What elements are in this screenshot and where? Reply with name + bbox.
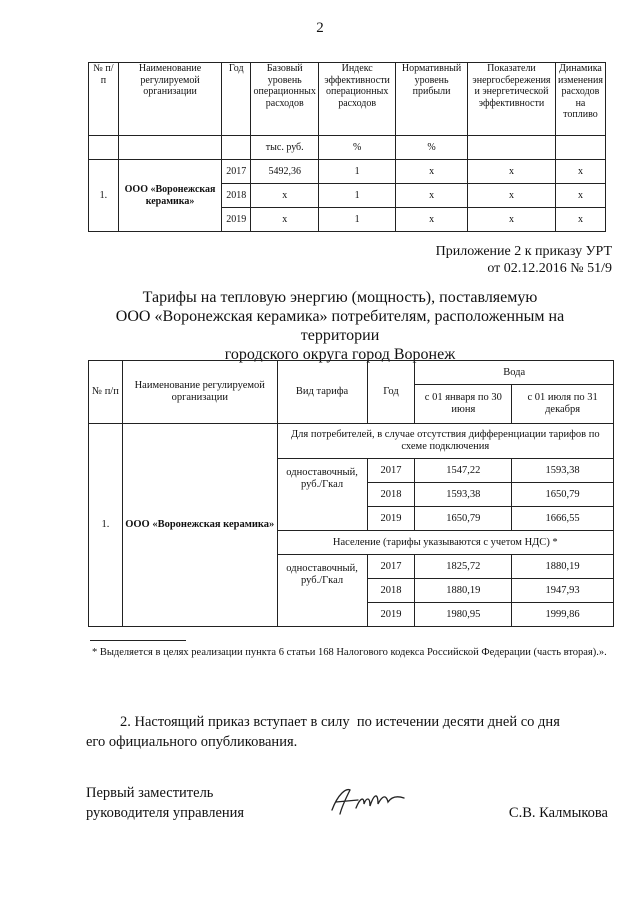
t2-header-org: Наименование регулируемой организации xyxy=(122,361,277,424)
table-cell: 2018 xyxy=(367,483,415,507)
t2-header-tariff-type: Вид тарифа xyxy=(277,361,367,424)
t2-header-period-1: с 01 января по 30 июня xyxy=(415,385,512,424)
effective-date-paragraph xyxy=(86,712,616,752)
signatory-name: С.В. Калмыкова xyxy=(508,805,608,821)
t2-group2-label: Население (тарифы указываются с учетом НДС) * xyxy=(277,531,613,555)
table-cell: х xyxy=(396,184,468,208)
position-line-2: руководителя управления xyxy=(86,805,245,821)
t2-group2-tariff: одноставочный, руб./Гкал xyxy=(277,555,367,627)
paragraph-line-2: его официального опубликования. xyxy=(86,734,298,750)
table-cell: 1980,95 xyxy=(415,603,512,627)
t1-header-org: Наименование регулируемой организации xyxy=(118,63,222,136)
t1-header-year: Год xyxy=(222,63,251,136)
footnote: * Выделяется в целях реализации пункта 6 статьи 168 Налогового кодекса Российской Федерации (часть вторая).». xyxy=(92,647,607,658)
t2-org-name: ООО «Воронежская керамика» xyxy=(122,424,277,627)
table-cell: 2017 xyxy=(367,555,415,579)
document-title xyxy=(80,288,600,364)
table-cell: 2019 xyxy=(222,208,251,232)
table-cell: х xyxy=(251,208,319,232)
t1-header-energy: Показатели энергосбережения и энергетической эффективности xyxy=(468,63,556,136)
title-line-3: городского округа город Воронеж xyxy=(224,346,456,363)
t1-header-fuel: Динамика изменения расходов на топливо xyxy=(555,63,605,136)
t1-org-name: ООО «Воронежская керамика» xyxy=(118,160,222,232)
appendix-line-1: Приложение 2 к приказу УРТ xyxy=(435,244,612,259)
page-number: 2 xyxy=(316,20,324,36)
table-cell: х xyxy=(555,184,605,208)
table-cell: 2019 xyxy=(367,603,415,627)
t1-header-profit: Нормативный уровень прибыли xyxy=(396,63,468,136)
table-cell: 1999,86 xyxy=(512,603,614,627)
title-line-2: ООО «Воронежская керамика» потребителям, расположенным на территории xyxy=(115,308,565,344)
position-line-1: Первый заместитель xyxy=(86,785,214,801)
table-cell: 1880,19 xyxy=(415,579,512,603)
table-cell: 1880,19 xyxy=(512,555,614,579)
table-cell: 1593,38 xyxy=(512,459,614,483)
table-cell: х xyxy=(396,208,468,232)
t1-header-index: Индекс эффективности операционных расходов xyxy=(319,63,396,136)
table-cell: 1825,72 xyxy=(415,555,512,579)
handwritten-signature xyxy=(328,784,408,818)
table-cell: 2018 xyxy=(222,184,251,208)
paragraph-line-1: 2. Настоящий приказ вступает в силу по истечении десяти дней со дня xyxy=(120,714,560,730)
t1-header-num: № п/п xyxy=(89,63,119,136)
table-cell: х xyxy=(468,184,556,208)
table-cell: 1947,93 xyxy=(512,579,614,603)
table-cell: х xyxy=(468,208,556,232)
table-cell: 5492,36 xyxy=(251,160,319,184)
table-cell: 1 xyxy=(319,160,396,184)
t2-header-period-2: с 01 июля по 31 декабря xyxy=(512,385,614,424)
table-cell: х xyxy=(468,160,556,184)
t2-header-year: Год xyxy=(367,361,415,424)
table-cell: х xyxy=(555,208,605,232)
table-cell: х xyxy=(555,160,605,184)
t2-header-num: № п/п xyxy=(89,361,123,424)
tariff-table xyxy=(88,360,614,627)
t1-unit-base: тыс. руб. xyxy=(251,136,319,160)
table-cell: 1547,22 xyxy=(415,459,512,483)
t1-row-num: 1. xyxy=(89,160,119,232)
appendix-line-2: от 02.12.2016 № 51/9 xyxy=(487,261,612,276)
t2-row-num: 1. xyxy=(89,424,123,627)
table-cell: 1650,79 xyxy=(415,507,512,531)
table-cell: 1593,38 xyxy=(415,483,512,507)
appendix-reference xyxy=(436,243,612,277)
table-cell: х xyxy=(251,184,319,208)
table-cell: 2018 xyxy=(367,579,415,603)
table-cell: 1 xyxy=(319,208,396,232)
title-line-1: Тарифы на тепловую энергию (мощность), поставляемую xyxy=(142,289,538,306)
table-cell: 2017 xyxy=(222,160,251,184)
footnote-divider xyxy=(90,640,186,641)
table-cell: 1666,55 xyxy=(512,507,614,531)
table-cell: х xyxy=(396,160,468,184)
table-cell: 2017 xyxy=(367,459,415,483)
t1-unit-index: % xyxy=(319,136,396,160)
t2-group1-tariff: одноставочный, руб./Гкал xyxy=(277,459,367,531)
efficiency-table xyxy=(88,62,606,232)
signatory-position xyxy=(86,783,244,823)
table-cell: 2019 xyxy=(367,507,415,531)
t2-group1-label: Для потребителей, в случае отсутствия дифференциации тарифов по схеме подключения xyxy=(277,424,613,459)
t1-header-base: Базовый уровень операционных расходов xyxy=(251,63,319,136)
t1-unit-profit: % xyxy=(396,136,468,160)
t2-header-water: Вода xyxy=(415,361,614,385)
table-cell: 1 xyxy=(319,184,396,208)
table-cell: 1650,79 xyxy=(512,483,614,507)
